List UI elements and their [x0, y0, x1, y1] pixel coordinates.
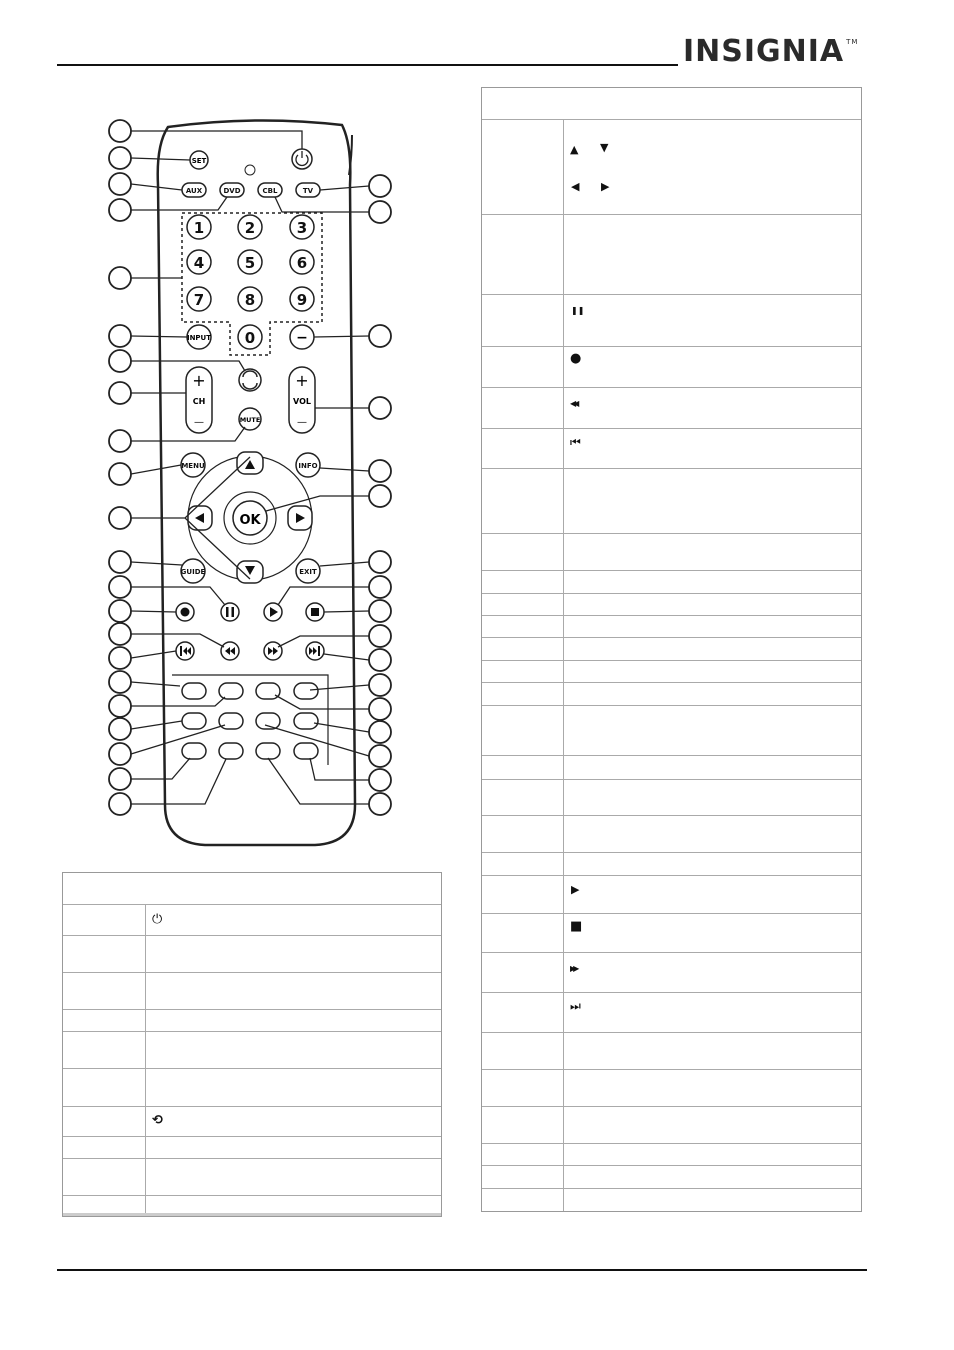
digit-8: 8: [244, 291, 256, 309]
table-row: [482, 756, 861, 780]
digit-5: 5: [244, 254, 256, 272]
left-button-table: [62, 872, 442, 1217]
digit-6: 6: [296, 254, 308, 272]
table-row: [482, 1070, 861, 1107]
digit-1: 1: [193, 219, 205, 237]
table-row: [482, 1033, 861, 1070]
guide-button-label: GUIDE: [180, 568, 206, 576]
table-row: [63, 1010, 441, 1032]
table-row: [482, 429, 861, 469]
table-row: [63, 1159, 441, 1196]
digit-3: 3: [296, 219, 308, 237]
table-row: [482, 914, 861, 953]
ok-button-label: OK: [239, 513, 261, 528]
set-button-label: SET: [191, 157, 207, 165]
record-icon: [181, 608, 190, 617]
record-icon: ●: [570, 351, 582, 366]
table-row: [482, 706, 861, 756]
table-row: [63, 973, 441, 1010]
digit-9: 9: [296, 291, 308, 309]
table-row: [63, 1137, 441, 1159]
vol-label: VOL: [293, 397, 311, 406]
play-icon: ▶: [571, 883, 580, 896]
rewind-icon: ◀◀: [570, 399, 577, 408]
table-row: [482, 594, 861, 616]
table-row: [482, 993, 861, 1033]
ch-label: CH: [192, 397, 206, 406]
mute-button-label: MUTE: [239, 416, 261, 424]
table-row: [63, 1069, 441, 1107]
footer-rule: [57, 1269, 867, 1271]
table-header-row: [482, 88, 861, 120]
remote-control-illustration: [100, 115, 400, 855]
table-row: [63, 936, 441, 973]
header-rule: [57, 64, 678, 66]
table-row: [482, 295, 861, 347]
up-arrow-icon: ▲: [570, 143, 579, 156]
table-row: [482, 469, 861, 534]
table-row: [482, 1107, 861, 1144]
table-row: [482, 534, 861, 571]
table-row: [482, 1189, 861, 1211]
brand-logo: INSIGNIA ™: [683, 34, 859, 69]
down-arrow-icon: ▼: [600, 141, 609, 154]
table-row: [482, 571, 861, 594]
ch-plus: +: [192, 371, 206, 390]
digit-7: 7: [193, 291, 205, 309]
menu-button-label: MENU: [181, 462, 205, 470]
table-row: [482, 661, 861, 683]
table-row: [482, 876, 861, 914]
input-button-label: INPUT: [186, 334, 212, 342]
table-row: [482, 616, 861, 638]
pause-icon: ❚❚: [571, 306, 585, 315]
dvd-button-label: DVD: [223, 187, 241, 195]
recall-button: [239, 369, 261, 391]
table-row: [482, 683, 861, 706]
digit-0: 0: [244, 329, 256, 347]
power-icon: ⏻: [152, 912, 163, 927]
table-row: [63, 1107, 441, 1137]
table-row: [482, 215, 861, 295]
recall-icon: ⟲: [152, 1113, 163, 1128]
left-arrow-icon: ◀: [571, 180, 580, 193]
vol-plus: +: [295, 371, 309, 390]
next-icon: ⏭: [570, 999, 581, 1013]
table-row: [63, 1032, 441, 1069]
table-header-row: [63, 873, 441, 905]
exit-button-label: EXIT: [299, 568, 317, 576]
stop-icon: [311, 608, 319, 616]
vol-minus: —: [297, 417, 307, 428]
table-row: [482, 1144, 861, 1166]
previous-icon: ⏮: [570, 435, 581, 449]
table-row: [482, 388, 861, 429]
ch-minus: —: [194, 417, 204, 428]
table-row: [482, 780, 861, 816]
info-button-label: INFO: [298, 462, 318, 470]
right-arrow-icon: ▶: [601, 180, 610, 193]
fast-forward-icon: ▶▶: [570, 964, 577, 973]
table-row: [482, 347, 861, 388]
digit-2: 2: [244, 219, 256, 237]
table-row: [482, 853, 861, 876]
tv-button-label: TV: [302, 187, 314, 195]
table-row: [63, 905, 441, 936]
cbl-button-label: CBL: [262, 187, 278, 195]
aux-button-label: AUX: [185, 187, 203, 195]
table-row: [482, 816, 861, 853]
power-button: [292, 149, 312, 169]
table-row: [482, 120, 861, 215]
digit-4: 4: [193, 254, 205, 272]
pause-icon: [226, 607, 229, 617]
minus-button-label: −: [296, 330, 308, 346]
table-row: [482, 638, 861, 661]
stop-icon: ■: [570, 919, 583, 934]
table-row: [482, 953, 861, 993]
table-row: [482, 1166, 861, 1189]
right-button-table: [481, 87, 862, 1212]
